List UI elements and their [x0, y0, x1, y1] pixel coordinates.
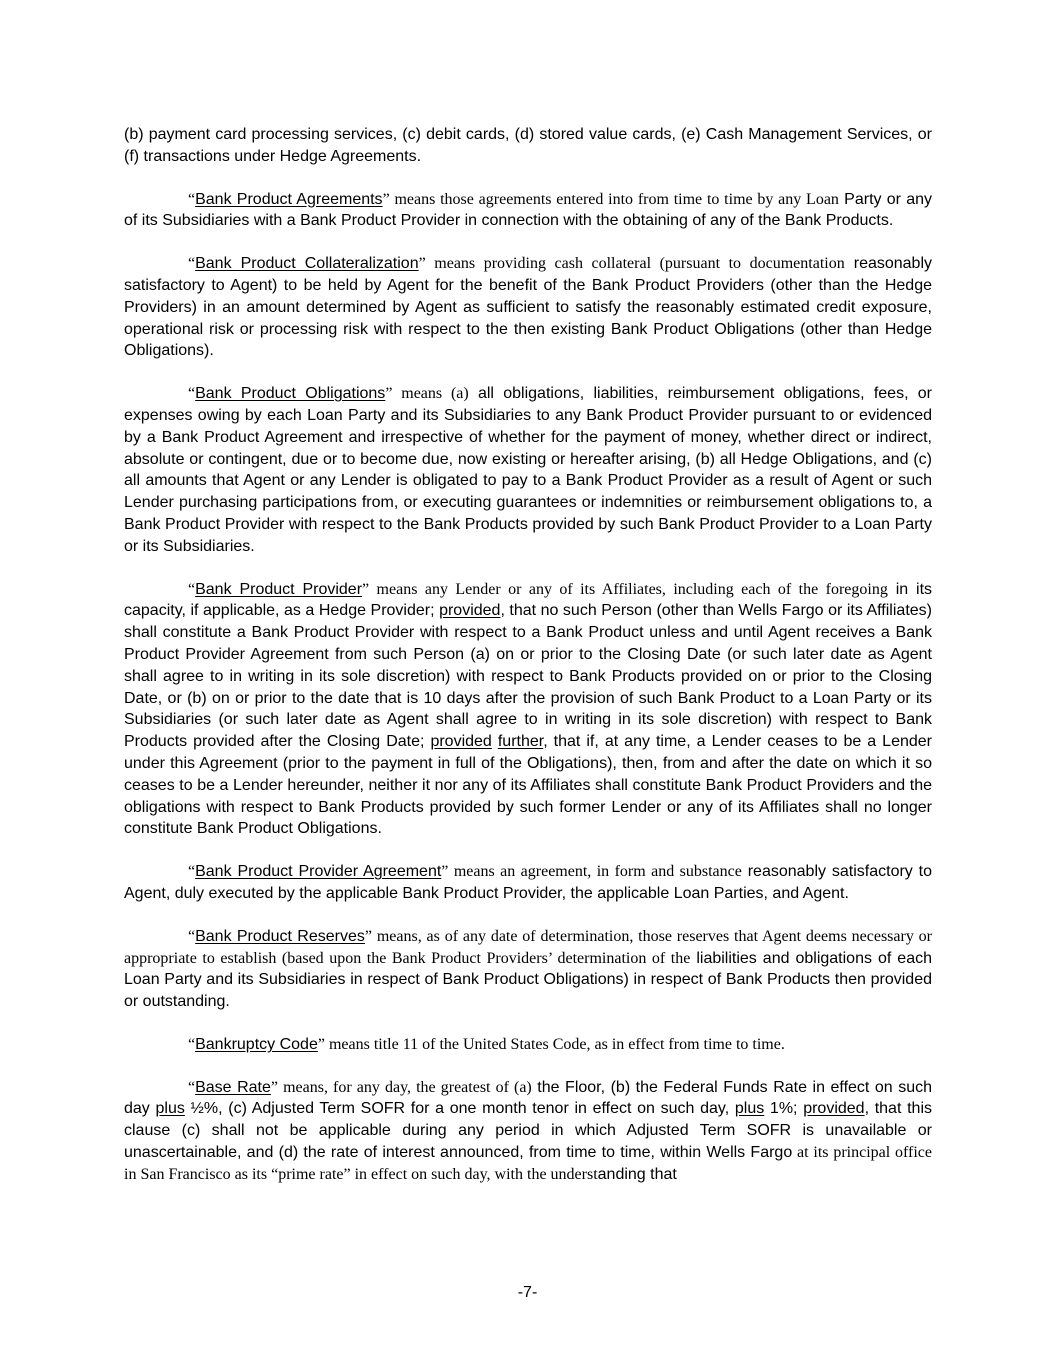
definition-text-serif: at its principal office in San Francisco as its “prime rate” in effect on such day, with the underst [124, 1144, 933, 1183]
definition-text: reasonably satisfactory to Agent) to be held by Agent for the benefit of the Bank Product Providers (other than the Hedge Providers) in an amount determined by Agent as sufficient to satisfy the reasonably estimated credit exposure, operational risk or processing risk with respect to the then existing Bank Product Obligations (other than Hedge Obligations). [124, 255, 933, 360]
defined-term: Bank Product Obligations [195, 385, 386, 403]
definition-text-serif: means (a) [392, 385, 469, 403]
definition-bank-product-obligations [124, 383, 932, 557]
definition-text: , that if, at any time, a Lender ceases to be a Lender under this Agreement (prior to the payment in full of the Obligations), then, from and after the date on which it so ceases to be a Lender hereunder, neither it nor any of its Affiliates shall constitute Bank Product Providers and the obligations with respect to Bank Products provided by such former Lender or any of its Affiliates shall no longer constitute Bank Product Obligations. [124, 733, 933, 838]
plus-keyword: plus [734, 1100, 765, 1118]
definition-bank-product-collateralization [124, 253, 932, 362]
defined-term: Bank Product Agreements [195, 190, 383, 208]
open-quote: “ [188, 190, 196, 208]
close-quote: ” [385, 385, 393, 403]
provided-keyword: provided [430, 733, 492, 751]
definition-text-serif: means any Lender or any of its Affiliates, including each of the foregoing [369, 580, 888, 598]
definition-text: anding that [597, 1165, 677, 1183]
definition-bankruptcy-code [124, 1034, 932, 1056]
definition-text: 1%; [764, 1100, 804, 1118]
definition-text-serif: means providing cash collateral (pursuant to documentation [425, 255, 845, 273]
definition-text: ½%, (c) Adjusted Term SOFR for a one month tenor in effect on such day, [184, 1100, 735, 1118]
plus-keyword: plus [155, 1100, 185, 1118]
provided-keyword: provided [439, 602, 501, 620]
open-quote: “ [188, 927, 196, 945]
definition-text-serif: means, as of any date of determination, those reserves that Agent deems necessary or appropriate to establish (based upon the Bank Product Providers’ determination of the [124, 927, 932, 967]
open-quote: “ [188, 1035, 196, 1053]
close-quote: ” [317, 1035, 325, 1053]
close-quote: ” [364, 927, 372, 945]
definition-bank-product-reserves [124, 926, 932, 1013]
definition-text-serif: means those agreements entered into from time to time by any Loan [389, 190, 839, 208]
open-quote: “ [188, 255, 196, 273]
definition-bank-product-agreements [124, 189, 932, 233]
paragraph-continuation [124, 124, 932, 168]
further-keyword: further [497, 733, 544, 751]
definition-text: Party or any of its Subsidiaries with a Bank Product Provider in connection with the obtaining of any of the Bank Products. [124, 190, 932, 230]
definition-text-serif: means, for any day, the greatest of (a) [278, 1078, 532, 1096]
defined-term: Bank Product Collateralization [195, 255, 419, 273]
defined-term: Bankruptcy Code [195, 1035, 318, 1053]
definition-text: in its capacity, if applicable, as a Hedge Provider; [124, 580, 933, 620]
defined-term: Bank Product Provider Agreement [195, 863, 442, 881]
definition-text: reasonably satisfactory to Agent, duly executed by the applicable Bank Product Provider, the applicable Loan Parties, and Agent. [124, 863, 933, 902]
defined-term: Bank Product Reserves [195, 927, 365, 945]
close-quote: ” [270, 1078, 279, 1096]
open-quote: “ [188, 863, 196, 881]
definition-bank-product-provider-agreement [124, 861, 932, 905]
definition-text: , that this clause (c) shall not be applicable during any period in which Adjusted Term SOFR is unavailable or unascertainable, and (d) the rate of interest announced, from time to time, within Wells Fargo [124, 1100, 932, 1162]
close-quote: ” [362, 580, 370, 598]
close-quote: ” [382, 190, 390, 208]
definition-text: the Floor, (b) the Federal Funds Rate in effect on such day [124, 1078, 933, 1118]
provided-keyword: provided [803, 1100, 865, 1118]
open-quote: “ [188, 385, 196, 403]
open-quote: “ [188, 580, 196, 598]
page-number: -7- [517, 1284, 538, 1301]
definition-text: all obligations, liabilities, reimbursement obligations, fees, or expenses owing by each Loan Party and its Subsidiaries to any Bank Product Provider pursuant to or evidenced by a Bank Product Agreement and irrespective of whether for the payment of money, whether direct or indirect, absolute or contingent, due or to become due, now existing or hereafter arising, (b) all Hedge Obligations, and (c) all amounts that Agent or any Lender is obligated to pay to a Bank Product Provider as a result of Agent or such Lender purchasing participations from, or executing guarantees or indemnities or reimbursement obligations to, a Bank Product Provider with respect to the Bank Products provided by such Bank Product Provider to a Loan Party or its Subsidiaries. [124, 385, 933, 555]
definition-text-serif: means title 11 of the United States Code, as in effect from time to time. [324, 1035, 785, 1053]
defined-term: Base Rate [195, 1078, 271, 1096]
close-quote: ” [441, 863, 449, 881]
definition-base-rate [124, 1077, 932, 1186]
definition-text: liabilities and obligations of each Loan Party and its Subsidiaries in respect of Bank Product Obligations) in respect of Bank Products then provided or outstanding. [124, 949, 932, 1011]
definition-text-serif: means an agreement, in form and substance [448, 863, 742, 881]
definition-text: , that no such Person (other than Wells Fargo or its Affiliates) shall constitute a Bank Product Provider with respect to a Bank Product unless and until Agent receives a Bank Product Provider Agreement from such Person (a) on or prior to the Closing Date (or such later date as Agent shall agree to in writing in its sole discretion) with respect to Bank Products provided on or prior to the Closing Date, or (b) on or prior to the date that is 10 days after the provision of such Bank Product to a Loan Party or its Subsidiaries (or such later date as Agent shall agree to in writing in its sole discretion) with respect to Bank Products provided after the Closing Date; [124, 602, 932, 751]
continuation-text: (b) payment card processing services, (c) debit cards, (d) stored value cards, (e) Cash Management Services, or (f) transactions under Hedge Agreements. [124, 126, 932, 165]
definition-bank-product-provider [124, 579, 932, 841]
open-quote: “ [188, 1078, 196, 1096]
defined-term: Bank Product Provider [195, 580, 363, 598]
close-quote: ” [418, 255, 426, 273]
document-page [124, 124, 932, 1207]
